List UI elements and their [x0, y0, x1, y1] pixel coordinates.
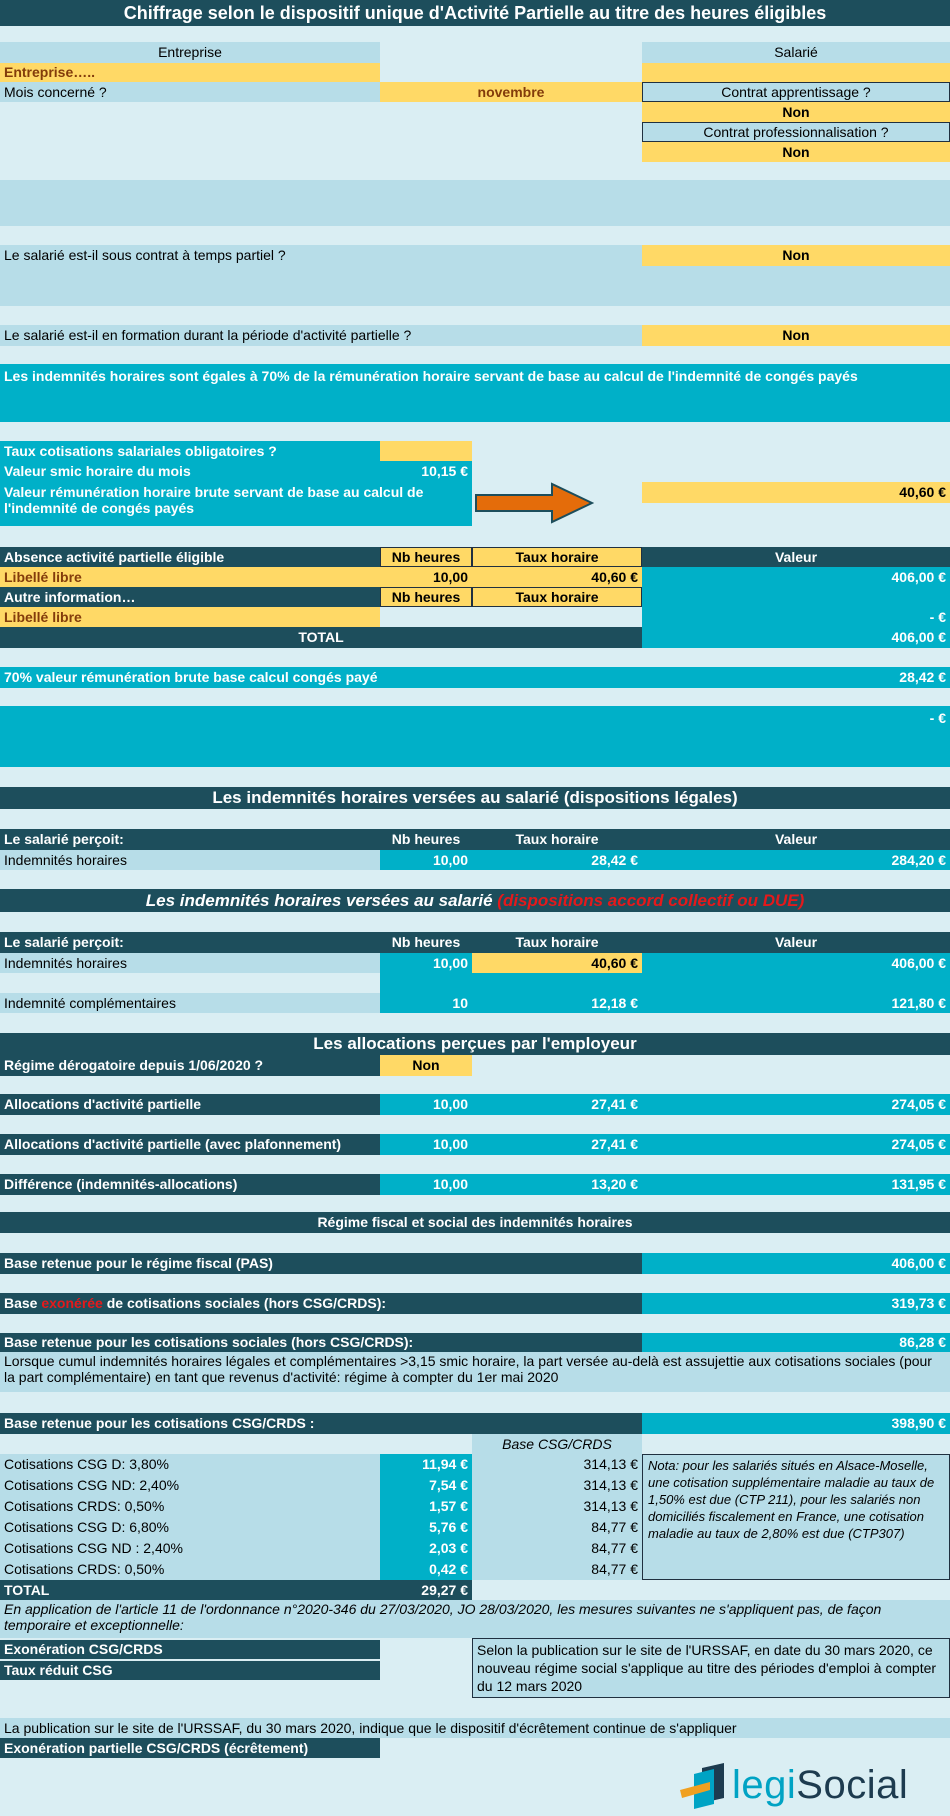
csg-col-base: Base CSG/CRDS: [472, 1434, 642, 1454]
exo-value: 319,73 €: [642, 1293, 950, 1314]
info-banner: Les indemnités horaires sont égales à 70% de la rémunération horaire servant de base au calcul de l'indemnité de congés payés: [0, 364, 950, 422]
absence-row1-taux[interactable]: 40,60 €: [472, 567, 642, 587]
logo-text-legi: legi: [732, 1763, 797, 1807]
spacer-band: [0, 180, 950, 226]
entreprise-name-input[interactable]: Entreprise…..: [0, 63, 380, 82]
remuneration-value[interactable]: 40,60 €: [642, 482, 950, 503]
accord-row1-taux[interactable]: 40,60 €: [472, 953, 642, 973]
csg-row-base: 314,13 €: [472, 1454, 642, 1475]
pas-label: Base retenue pour le régime fiscal (PAS): [0, 1253, 642, 1274]
smic-label: Valeur smic horaire du mois: [0, 461, 380, 482]
temps-partiel-label: Le salarié est-il sous contrat à temps partiel ?: [0, 245, 642, 266]
accord-col-taux: Taux horaire: [472, 932, 642, 953]
allocations-section-title: Les allocations perçues par l'employeur: [0, 1033, 950, 1055]
accord-row2-label: Indemnité complémentaires: [0, 993, 380, 1013]
accord-percoit-label: Le salarié perçoit:: [0, 932, 380, 953]
alloc-row1-valeur: 274,05 €: [642, 1094, 950, 1115]
absence-header-label: Absence activité partielle éligible: [0, 547, 380, 567]
absence-col-heures-2: Nb heures: [380, 587, 472, 607]
arrow-right-icon: [474, 481, 594, 525]
seventy-label: 70% valeur rémunération brute base calcul congés payé: [0, 667, 642, 688]
csg-row-label: Cotisations CSG D: 3,80%: [0, 1454, 380, 1475]
professionnalisation-select[interactable]: Non: [642, 142, 950, 162]
absence-total-label: TOTAL: [0, 627, 642, 648]
salarie-column-header: Salarié: [642, 42, 950, 63]
accord-row1-label: Indemnités horaires: [0, 953, 380, 973]
seventy-value: 28,42 €: [642, 667, 950, 688]
apprentissage-select[interactable]: Non: [642, 102, 950, 122]
absence-col-taux: Taux horaire: [472, 547, 642, 567]
alloc-row2-valeur: 274,05 €: [642, 1134, 950, 1155]
csg-row-base: 84,77 €: [472, 1559, 642, 1580]
accord-row2-heures: 10: [380, 993, 472, 1013]
accord-section-title: [0, 889, 950, 912]
csg-row-base: 314,13 €: [472, 1475, 642, 1496]
legisocial-logo: [680, 1758, 940, 1812]
legal-row-label: Indemnités horaires: [0, 850, 380, 870]
exo-suffix: de cotisations sociales (hors CSG/CRDS):: [106, 1295, 387, 1312]
csg-row-label: Cotisations CSG ND : 2,40%: [0, 1538, 380, 1559]
csg-row-base: 84,77 €: [472, 1517, 642, 1538]
absence-row1-heures[interactable]: 10,00: [380, 567, 472, 587]
csg-row-amount: 11,94 €: [380, 1454, 472, 1475]
urssaf-note: Selon la publication sur le site de l'URSSAF, en date du 30 mars 2020, ce nouveau régime social s'applique au titre des périodes d'emploi à compter du 12 mars 2020: [472, 1638, 950, 1698]
exo-prefix: Base: [4, 1295, 38, 1312]
cumul-note: Lorsque cumul indemnités horaires légales et complémentaires >3,15 smic horaire, la part versée au-delà est assujettie aux cotisations sociales (pour la part complémentaire) en tant que revenus d'activité: régime à compter du 1er mai 2020: [0, 1352, 950, 1392]
csg-base-label: Base retenue pour les cotisations CSG/CRDS :: [0, 1413, 642, 1434]
accord-col-heures: Nb heures: [380, 932, 472, 953]
formation-select[interactable]: Non: [642, 325, 950, 346]
absence-col-heures: Nb heures: [380, 547, 472, 567]
alloc-row3-heures: 10,00: [380, 1174, 472, 1195]
cotis-value: 86,28 €: [642, 1333, 950, 1352]
alloc-row3-valeur: 131,95 €: [642, 1174, 950, 1195]
legal-section-title: Les indemnités horaires versées au salarié (dispositions légales): [0, 787, 950, 809]
regime-select[interactable]: Non: [380, 1055, 472, 1076]
csg-row-amount: 5,76 €: [380, 1517, 472, 1538]
exo-label: [0, 1293, 642, 1314]
absence-row1-label[interactable]: Libellé libre: [0, 567, 380, 587]
absence-col-taux-2: Taux horaire: [472, 587, 642, 607]
salarie-name-input[interactable]: [642, 63, 950, 82]
ordonnance-text: En application de l'article 11 de l'ordonnance n°2020-346 du 27/03/2020, JO 28/03/2020, les mesures suivantes ne s'appliquent pas, de façon temporaire et exceptionnelle:: [0, 1600, 950, 1638]
alloc-row1-label: Allocations d'activité partielle: [0, 1094, 380, 1115]
csg-row-label: Cotisations CSG D: 6,80%: [0, 1517, 380, 1538]
alloc-row3-label: Différence (indemnités-allocations): [0, 1174, 380, 1195]
csg-row-label: Cotisations CRDS: 0,50%: [0, 1496, 380, 1517]
regime-label: Régime dérogatoire depuis 1/06/2020 ?: [0, 1055, 380, 1076]
absence-col-valeur: Valeur: [642, 547, 950, 567]
alloc-row2-label: Allocations d'activité partielle (avec plafonnement): [0, 1134, 380, 1155]
cotis-label: Base retenue pour les cotisations sociales (hors CSG/CRDS):: [0, 1333, 642, 1352]
legal-row-valeur: 284,20 €: [642, 850, 950, 870]
taux-reduit-label: Taux réduit CSG: [0, 1661, 380, 1680]
csg-base-value: 398,90 €: [642, 1413, 950, 1434]
csg-row-amount: 2,03 €: [380, 1538, 472, 1559]
legal-row-taux: 28,42 €: [472, 850, 642, 870]
taux-cotisations-label: Taux cotisations salariales obligatoires ?: [0, 441, 380, 461]
page-title: Chiffrage selon le dispositif unique d'Activité Partielle au titre des heures éligibles: [0, 0, 950, 26]
taux-cotisations-input[interactable]: [380, 441, 472, 461]
pas-value: 406,00 €: [642, 1253, 950, 1274]
alloc-row1-heures: 10,00: [380, 1094, 472, 1115]
ecretement-text: La publication sur le site de l'URSSAF, du 30 mars 2020, indique que le dispositif d'écrêtement continue de s'appliquer: [0, 1718, 950, 1738]
legal-col-taux: Taux horaire: [472, 829, 642, 850]
accord-title-main: Les indemnités horaires versées au salarié: [145, 890, 493, 910]
accord-title-red: (dispositions accord collectif ou DUE): [497, 890, 805, 910]
formation-label: Le salarié est-il en formation durant la période d'activité partielle ?: [0, 325, 642, 346]
professionnalisation-label: Contrat professionnalisation ?: [642, 122, 950, 142]
absence-row2-label[interactable]: Libellé libre: [0, 607, 380, 627]
fiscal-section-title: Régime fiscal et social des indemnités horaires: [0, 1212, 950, 1233]
accord-row1-heures: 10,00: [380, 953, 472, 973]
seventy-blank-value: - €: [642, 706, 950, 730]
logo-text-social: Social: [796, 1763, 909, 1807]
legal-row-heures: 10,00: [380, 850, 472, 870]
csg-row-label: Cotisations CRDS: 0,50%: [0, 1559, 380, 1580]
alloc-row1-taux: 27,41 €: [472, 1094, 642, 1115]
absence-other-label: Autre information…: [0, 587, 380, 607]
csg-row-label: Cotisations CSG ND: 2,40%: [0, 1475, 380, 1496]
exo-red: exonérée: [41, 1295, 103, 1312]
accord-row1-valeur: 406,00 €: [642, 953, 950, 973]
csg-row-amount: 0,42 €: [380, 1559, 472, 1580]
alloc-row2-heures: 10,00: [380, 1134, 472, 1155]
remuneration-label: Valeur rémunération horaire brute servant de base au calcul de l'indemnité de congés payés: [0, 482, 472, 526]
accord-col-valeur: Valeur: [642, 932, 950, 953]
logo-mark-icon: [680, 1760, 732, 1810]
entreprise-column-header: Entreprise: [0, 42, 380, 63]
alloc-row2-taux: 27,41 €: [472, 1134, 642, 1155]
ecretement-label: Exonération partielle CSG/CRDS (écrêtement): [0, 1738, 380, 1758]
accord-row2-valeur: 121,80 €: [642, 993, 950, 1013]
legal-percoit-label: Le salarié perçoit:: [0, 829, 380, 850]
csg-row-base: 314,13 €: [472, 1496, 642, 1517]
mois-label: Mois concerné ?: [0, 82, 380, 102]
csg-row-amount: 1,57 €: [380, 1496, 472, 1517]
temps-partiel-select[interactable]: Non: [642, 245, 950, 266]
nota-box: Nota: pour les salariés situés en Alsace-Moselle, une cotisation supplémentaire maladie au taux de 1,50% est due (CTP 211), pour les salariés non domiciliés fiscalement en France, une cotisation maladie au taux de 2,80% est due (CTP307): [642, 1454, 950, 1580]
alloc-row3-taux: 13,20 €: [472, 1174, 642, 1195]
legal-col-heures: Nb heures: [380, 829, 472, 850]
legal-col-valeur: Valeur: [642, 829, 950, 850]
smic-value: 10,15 €: [380, 461, 472, 482]
absence-blank-cell: [642, 587, 950, 607]
exo-csg-label: Exonération CSG/CRDS: [0, 1640, 380, 1659]
csg-row-amount: 7,54 €: [380, 1475, 472, 1496]
apprentissage-label: Contrat apprentissage ?: [642, 82, 950, 102]
csg-total-amount: 29,27 €: [380, 1580, 472, 1600]
absence-row1-valeur: 406,00 €: [642, 567, 950, 587]
csg-row-base: 84,77 €: [472, 1538, 642, 1559]
accord-row2-taux: 12,18 €: [472, 993, 642, 1013]
spacer-band: [0, 266, 950, 306]
absence-row2-valeur: - €: [642, 607, 950, 627]
absence-total-valeur: 406,00 €: [642, 627, 950, 648]
accord-spacer: [380, 973, 950, 993]
mois-select[interactable]: novembre: [380, 82, 642, 102]
csg-total-label: TOTAL: [0, 1580, 380, 1600]
